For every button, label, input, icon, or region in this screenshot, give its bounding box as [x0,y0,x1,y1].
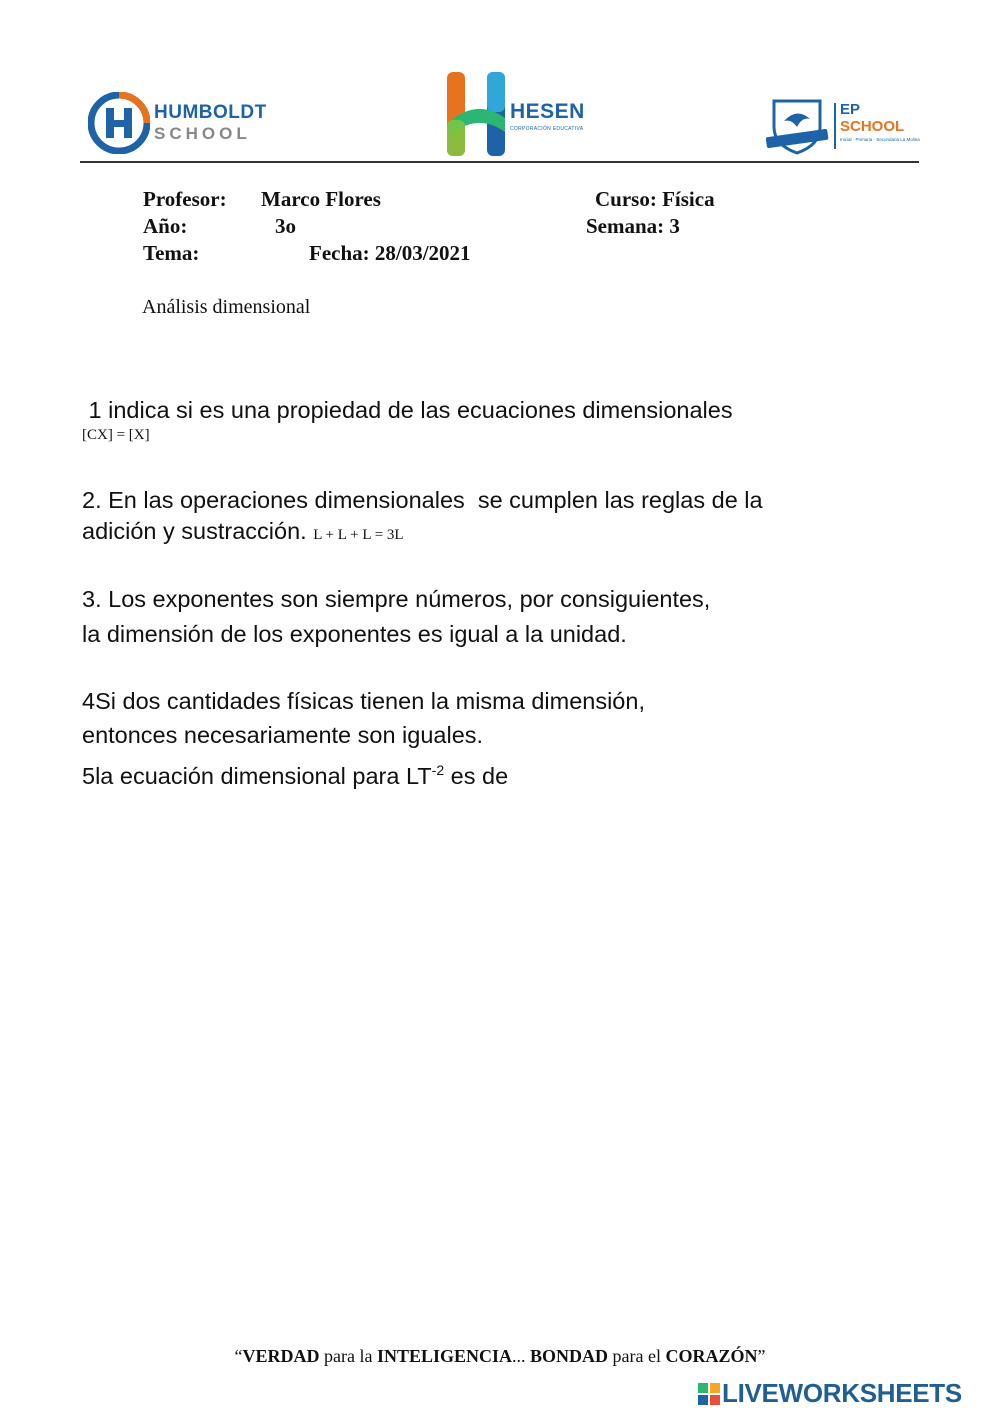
profesor-label: Profesor: [143,187,227,211]
hesen-h-emblem-icon [445,70,509,158]
anio-value: 3o [275,214,296,238]
humboldt-school-logo [88,90,268,160]
footer-motto [0,1346,1000,1367]
hesen-logo [445,70,595,160]
ep-school-shield-icon [764,97,830,155]
tema-value: Análisis dimensional [142,296,311,318]
question-1-formula: [CX] = [X] [82,427,150,443]
question-4-line1: 4Si dos cantidades físicas tienen la misma dimensión, [82,688,645,714]
hesen-logo-tagline: CORPORACIÓN EDUCATIVA [510,126,584,132]
ep-school-logo [764,97,924,157]
fecha-field: Fecha: 28/03/2021 [309,241,471,265]
question-2-line1: 2. En las operaciones dimensionales se cumplen las reglas de la [82,487,763,513]
liveworksheets-brand[interactable] [698,1378,998,1410]
liveworksheets-logo-icon [698,1383,720,1407]
liveworksheets-text: LIVEWORKSHEETS [722,1378,962,1408]
question-5 [82,754,508,793]
motto-close-quote: ” [757,1346,766,1366]
hesen-logo-name: HESEN [510,100,585,123]
humboldt-emblem-icon [88,92,150,154]
question-3-line2: la dimensión de los exponentes es igual a la unidad. [82,621,627,647]
motto-inteligencia: INTELIGENCIA [376,1346,513,1366]
motto-ellipsis: ... [512,1346,531,1366]
question-3-line1: 3. Los exponentes son siempre números, por consiguientes, [82,586,711,612]
curso-field: Curso: Física [595,187,715,211]
question-2-line2 [82,515,404,552]
ep-logo-divider [834,103,836,149]
header-divider [80,161,919,163]
motto-para-el: para el [608,1346,666,1366]
anio-label: Año: [143,214,188,238]
question-5-prefix: 5la ecuación dimensional para LT [82,762,432,789]
motto-para-la: para la [319,1346,377,1366]
ep-logo-line1: EP [840,101,861,118]
motto-verdad: VERDAD [242,1346,320,1366]
question-2-formula: L + L + L = 3L [313,527,404,543]
question-5-suffix: es de [444,762,509,789]
tema-label: Tema: [143,241,200,265]
ep-logo-line2: SCHOOL [840,118,905,135]
question-1: 1 indica si es una propiedad de las ecuaciones dimensionales [82,397,733,423]
motto-open-quote: “ [234,1346,243,1366]
motto-corazon: CORAZÓN [665,1346,758,1366]
humboldt-logo-line2: SCHOOL [154,124,251,143]
humboldt-logo-line1: HUMBOLDT [154,102,267,123]
motto-bondad: BONDAD [530,1346,609,1366]
semana-field: Semana: 3 [586,214,680,238]
question-5-exponent: -2 [431,762,445,778]
question-4-line2: entonces necesariamente son iguales. [82,722,484,748]
profesor-value: Marco Flores [261,187,381,211]
question-2-text: adición y sustracción. [82,518,307,544]
ep-logo-tagline: Inicial · Primaria · Secundaria La Molina [840,137,920,142]
